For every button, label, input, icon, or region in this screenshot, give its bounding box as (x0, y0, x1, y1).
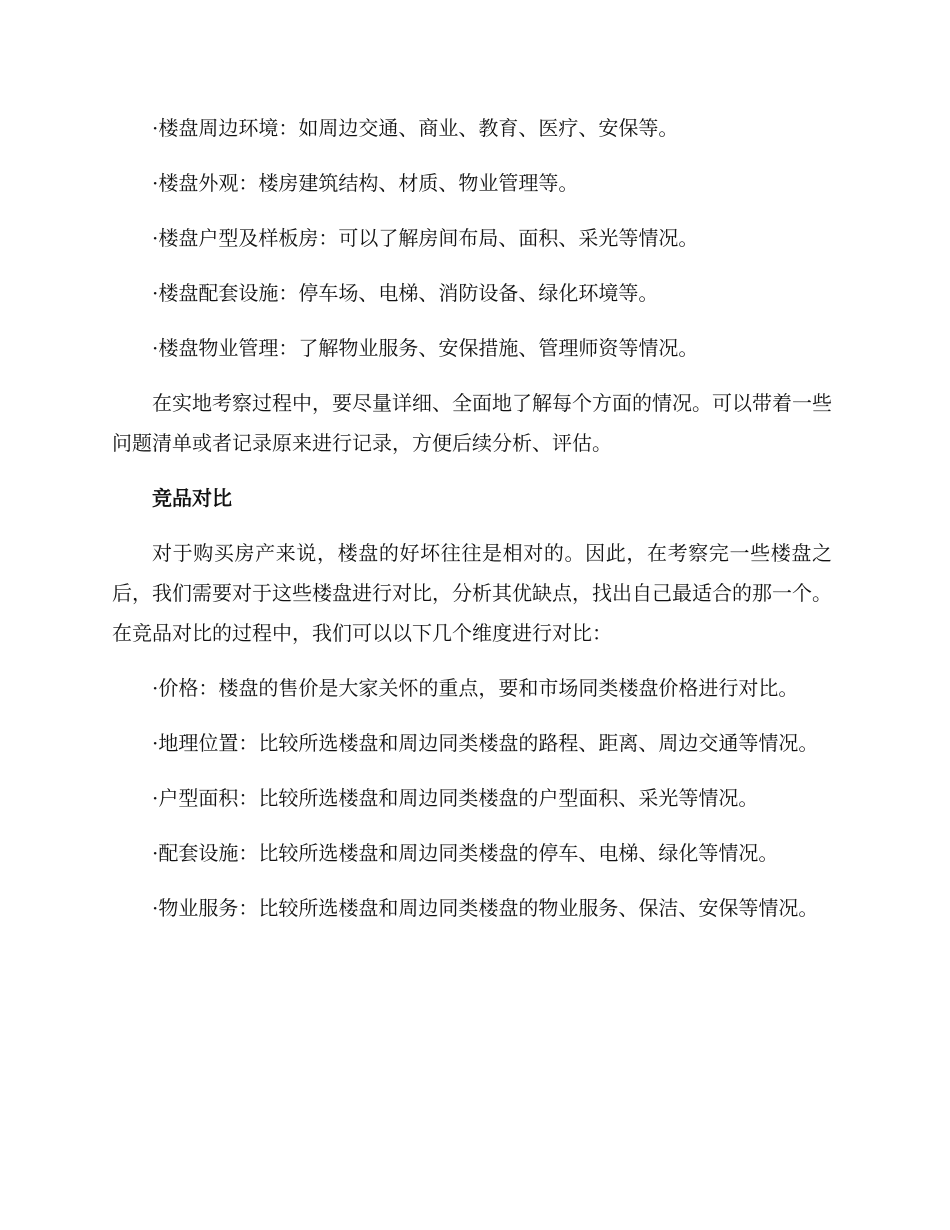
site-visit-paragraph: 在实地考察过程中，要尽量详细、全面地了解每个方面的情况。可以带着一些问题清单或者记录原来进行记录，方便后续分析、评估。 (112, 391, 832, 455)
section-heading: 竞品对比 (152, 486, 232, 510)
bullet-facilities: ·楼盘配套设施：停车场、电梯、消防设备、绿化环境等。 (152, 281, 659, 305)
bullet-property-management: ·楼盘物业管理：了解物业服务、安保措施、管理师资等情况。 (152, 336, 699, 360)
bullet-unit-area: ·户型面积：比较所选楼盘和周边同类楼盘的户型面积、采光等情况。 (152, 786, 759, 810)
comparison-paragraph: 对于购买房产来说，楼盘的好坏往往是相对的。因此，在考察完一些楼盘之后，我们需要对于这些楼盘进行对比，分析其优缺点，找出自己最适合的那一个。在竞品对比的过程中，我们可以以下几个维度进行对比： (112, 541, 832, 645)
bullet-location: ·地理位置：比较所选楼盘和周边同类楼盘的路程、距离、周边交通等情况。 (152, 731, 819, 755)
bullet-surroundings: ·楼盘周边环境：如周边交通、商业、教育、医疗、安保等。 (152, 116, 679, 140)
bullet-floor-plan: ·楼盘户型及样板房：可以了解房间布局、面积、采光等情况。 (152, 226, 699, 250)
document-page (112, 108, 832, 928)
bullet-amenities: ·配套设施：比较所选楼盘和周边同类楼盘的停车、电梯、绿化等情况。 (152, 841, 779, 865)
bullet-price: ·价格：楼盘的售价是大家关怀的重点，要和市场同类楼盘价格进行对比。 (152, 676, 799, 700)
bullet-property-service: ·物业服务：比较所选楼盘和周边同类楼盘的物业服务、保洁、安保等情况。 (152, 896, 819, 920)
bullet-appearance: ·楼盘外观：楼房建筑结构、材质、物业管理等。 (152, 171, 579, 195)
